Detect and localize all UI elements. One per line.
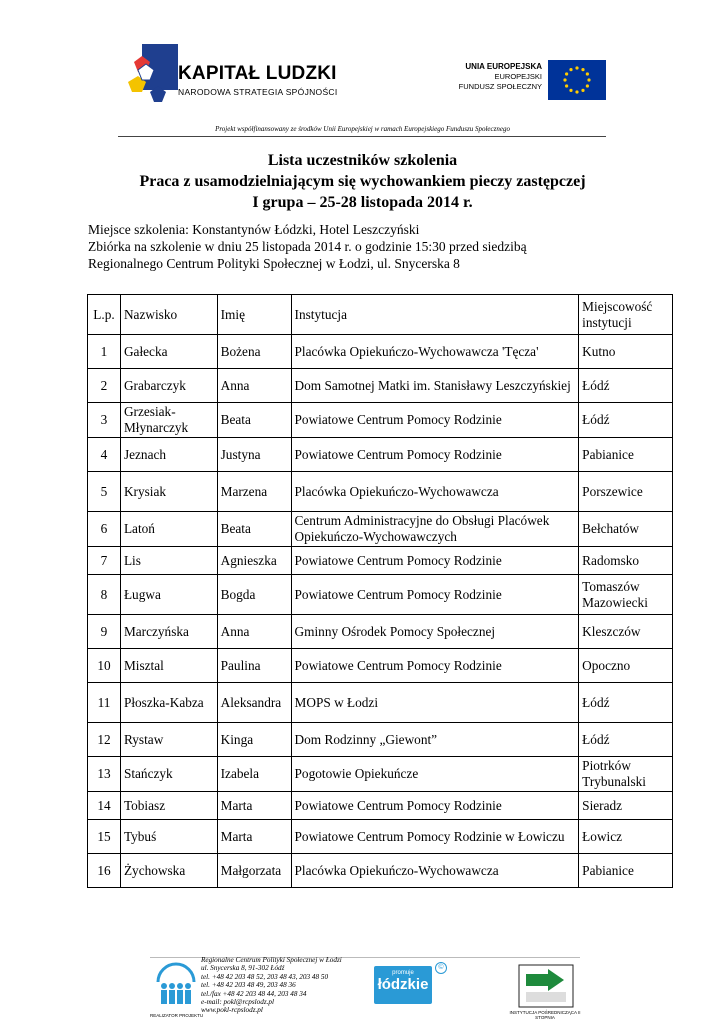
table-header-cell: L.p. — [88, 295, 121, 335]
table-cell: Gminny Ośrodek Pomocy Społecznej — [291, 615, 579, 649]
eu-star-icon — [569, 68, 572, 71]
table-row — [88, 575, 673, 615]
table-cell: Centrum Administracyjne do Obsługi Placówek Opiekuńczo-Wychowawczych — [291, 512, 579, 547]
table-header-cell: Instytucja — [291, 295, 579, 335]
table-cell: 9 — [88, 615, 121, 649]
table-cell: 12 — [88, 723, 121, 757]
table-row — [88, 649, 673, 683]
table-header-cell: Imię — [217, 295, 291, 335]
table-cell: Misztal — [120, 649, 217, 683]
table-cell: 11 — [88, 683, 121, 723]
table-cell: Opoczno — [579, 649, 673, 683]
address-line: e-mail: pokl@rcpslodz.pl — [201, 998, 275, 1007]
table-cell: Ługwa — [120, 575, 217, 615]
address-line: www.pokl-rcpslodz.pl — [201, 1006, 263, 1015]
table-row — [88, 683, 673, 723]
title-line-3: I grupa – 25-28 listopada 2014 r. — [252, 194, 473, 211]
table-cell: Żychowska — [120, 854, 217, 888]
table-cell: Piotrków Trybunalski — [579, 757, 673, 792]
table-cell: Bełchatów — [579, 512, 673, 547]
wup-caption: INSTYTUCJA POŚREDNICZĄCA II STOPNIA — [509, 1010, 581, 1020]
eu-line-1: UNIA EUROPEJSKA — [465, 62, 542, 71]
lodz-main-label: łódzkie — [377, 976, 429, 993]
table-cell: 1 — [88, 335, 121, 369]
table-header-cell: Miejscowość instytucji — [579, 295, 673, 335]
table-cell: Gałecka — [120, 335, 217, 369]
table-cell: Radomsko — [579, 547, 673, 575]
eu-star-icon — [581, 68, 584, 71]
table-row — [88, 854, 673, 888]
eu-flag-icon — [548, 60, 606, 100]
table-cell: Anna — [217, 369, 291, 403]
table-row — [88, 335, 673, 369]
eu-star-icon — [575, 66, 578, 69]
table-cell: Kutno — [579, 335, 673, 369]
logo-subtitle: NARODOWA STRATEGIA SPÓJNOŚCI — [178, 87, 338, 97]
table-cell: Płoszka-Kabza — [120, 683, 217, 723]
table-cell: Powiatowe Centrum Pomocy Rodzinie — [291, 403, 579, 438]
table-cell: 8 — [88, 575, 121, 615]
eu-star-icon — [581, 89, 584, 92]
project-note: Projekt współfinansowany ze środków Unii Europejskiej w ramach Europejskiego Funduszu Społecznego — [215, 125, 510, 133]
table-cell: 3 — [88, 403, 121, 438]
table-row — [88, 792, 673, 820]
table-cell: Kleszczów — [579, 615, 673, 649]
document-title — [0, 150, 725, 213]
info-line-3: Regionalnego Centrum Polityki Społecznej w Łodzi, ul. Snycerska 8 — [88, 256, 460, 271]
eu-star-icon — [565, 72, 568, 75]
table-cell: Latoń — [120, 512, 217, 547]
table-cell: Grzesiak-Młynarczyk — [120, 403, 217, 438]
footer-address — [201, 956, 342, 1015]
table-row — [88, 757, 673, 792]
table-cell: Agnieszka — [217, 547, 291, 575]
table-cell: Powiatowe Centrum Pomocy Rodzinie — [291, 792, 579, 820]
table-cell: 14 — [88, 792, 121, 820]
table-cell: 5 — [88, 472, 121, 512]
table-row — [88, 438, 673, 472]
table-cell: Dom Samotnej Matki im. Stanisławy Leszczyńskiej — [291, 369, 579, 403]
info-line-2: Zbiórka na szkolenie w dniu 25 listopada 2014 r. o godzinie 15:30 przed siedzibą — [88, 239, 527, 254]
table-cell: Marta — [217, 792, 291, 820]
address-line: tel. +48 42 203 48 52, 203 48 43, 203 48 50 — [201, 972, 329, 981]
table-cell: Beata — [217, 512, 291, 547]
table-cell: Krysiak — [120, 472, 217, 512]
table-cell: Marta — [217, 820, 291, 854]
document-header — [0, 0, 725, 140]
table-cell: Łódź — [579, 683, 673, 723]
table-cell: Łódź — [579, 369, 673, 403]
table-cell: 4 — [88, 438, 121, 472]
table-cell: MOPS w Łodzi — [291, 683, 579, 723]
table-cell: 6 — [88, 512, 121, 547]
table-row — [88, 547, 673, 575]
eu-star-icon — [563, 78, 566, 81]
table-cell: Justyna — [217, 438, 291, 472]
table-cell: Pabianice — [579, 438, 673, 472]
table-cell: Placówka Opiekuńczo-Wychowawcza 'Tęcza' — [291, 335, 579, 369]
eu-star-icon — [587, 78, 590, 81]
table-cell: 10 — [88, 649, 121, 683]
table-cell: Izabela — [217, 757, 291, 792]
eu-star-icon — [569, 89, 572, 92]
table-cell: Marzena — [217, 472, 291, 512]
table-cell: Beata — [217, 403, 291, 438]
table-cell: Bożena — [217, 335, 291, 369]
address-line: tel. +48 42 203 48 49, 203 48 36 — [201, 981, 296, 990]
table-cell: Powiatowe Centrum Pomocy Rodzinie w Łowiczu — [291, 820, 579, 854]
table-cell: Małgorzata — [217, 854, 291, 888]
table-cell: Porszewice — [579, 472, 673, 512]
table-cell: Tybuś — [120, 820, 217, 854]
table-row — [88, 403, 673, 438]
title-line-2: Praca z usamodzielniającym się wychowankiem pieczy zastępczej — [139, 173, 586, 190]
table-row — [88, 615, 673, 649]
table-cell: Powiatowe Centrum Pomocy Rodzinie — [291, 649, 579, 683]
table-cell: Powiatowe Centrum Pomocy Rodzinie — [291, 547, 579, 575]
table-cell: Aleksandra — [217, 683, 291, 723]
participants-table — [87, 294, 673, 888]
promuje-lodzkie-logo — [374, 966, 432, 1004]
eu-line-3: FUNDUSZ SPOŁECZNY — [458, 82, 542, 91]
table-cell: Dom Rodzinny „Giewont” — [291, 723, 579, 757]
table-cell: Tobiasz — [120, 792, 217, 820]
lodz-small-label: promuje — [392, 970, 414, 976]
address-line: Regionalne Centrum Polityki Społecznej w Łodzi — [201, 956, 342, 964]
header-divider — [118, 136, 606, 137]
eu-label — [440, 62, 542, 92]
table-cell: Paulina — [217, 649, 291, 683]
eu-star-icon — [565, 84, 568, 87]
table-cell: Stańczyk — [120, 757, 217, 792]
table-cell: Pabianice — [579, 854, 673, 888]
table-cell: 7 — [88, 547, 121, 575]
address-line: tel./fax +48 42 203 48 44, 203 48 34 — [201, 989, 307, 998]
table-cell: 16 — [88, 854, 121, 888]
table-cell: Placówka Opiekuńczo-Wychowawcza — [291, 472, 579, 512]
rcps-caption: REALIZATOR PROJEKTU — [150, 1013, 204, 1018]
table-cell: Kinga — [217, 723, 291, 757]
training-info — [88, 221, 527, 272]
eu-star-icon — [586, 72, 589, 75]
copyright-icon: © — [435, 962, 447, 974]
info-line-1: Miejsce szkolenia: Konstantynów Łódzki, Hotel Leszczyński — [88, 222, 420, 237]
table-cell: Grabarczyk — [120, 369, 217, 403]
table-cell: Powiatowe Centrum Pomocy Rodzinie — [291, 438, 579, 472]
table-cell: 15 — [88, 820, 121, 854]
address-line: ul. Snycerska 8, 91-302 Łódź — [201, 964, 285, 973]
table-cell: Lis — [120, 547, 217, 575]
rcps-logo-icon — [155, 960, 197, 1010]
kapital-ludzki-logo-icon — [120, 42, 182, 110]
table-row — [88, 472, 673, 512]
table-header-row — [88, 295, 673, 335]
eu-star-icon — [575, 90, 578, 93]
table-header-cell: Nazwisko — [120, 295, 217, 335]
logo-title: KAPITAŁ LUDZKI — [178, 63, 337, 84]
table-cell: Jeznach — [120, 438, 217, 472]
table-cell: Tomaszów Mazowiecki — [579, 575, 673, 615]
table-cell: Łódź — [579, 723, 673, 757]
wup-logo-icon — [518, 964, 574, 1008]
eu-star-icon — [586, 84, 589, 87]
table-cell: Powiatowe Centrum Pomocy Rodzinie — [291, 575, 579, 615]
table-row — [88, 820, 673, 854]
table-row — [88, 369, 673, 403]
table-cell: Anna — [217, 615, 291, 649]
table-cell: Placówka Opiekuńczo-Wychowawcza — [291, 854, 579, 888]
table-cell: Łódź — [579, 403, 673, 438]
table-cell: Rystaw — [120, 723, 217, 757]
table-cell: 13 — [88, 757, 121, 792]
title-line-1: Lista uczestników szkolenia — [267, 152, 458, 169]
table-cell: Sieradz — [579, 792, 673, 820]
table-row — [88, 512, 673, 547]
table-cell: Marczyńska — [120, 615, 217, 649]
table-cell: Pogotowie Opiekuńcze — [291, 757, 579, 792]
table-cell: Bogda — [217, 575, 291, 615]
table-row — [88, 723, 673, 757]
table-cell: Łowicz — [579, 820, 673, 854]
table-cell: 2 — [88, 369, 121, 403]
eu-line-2: EUROPEJSKI — [494, 72, 542, 81]
